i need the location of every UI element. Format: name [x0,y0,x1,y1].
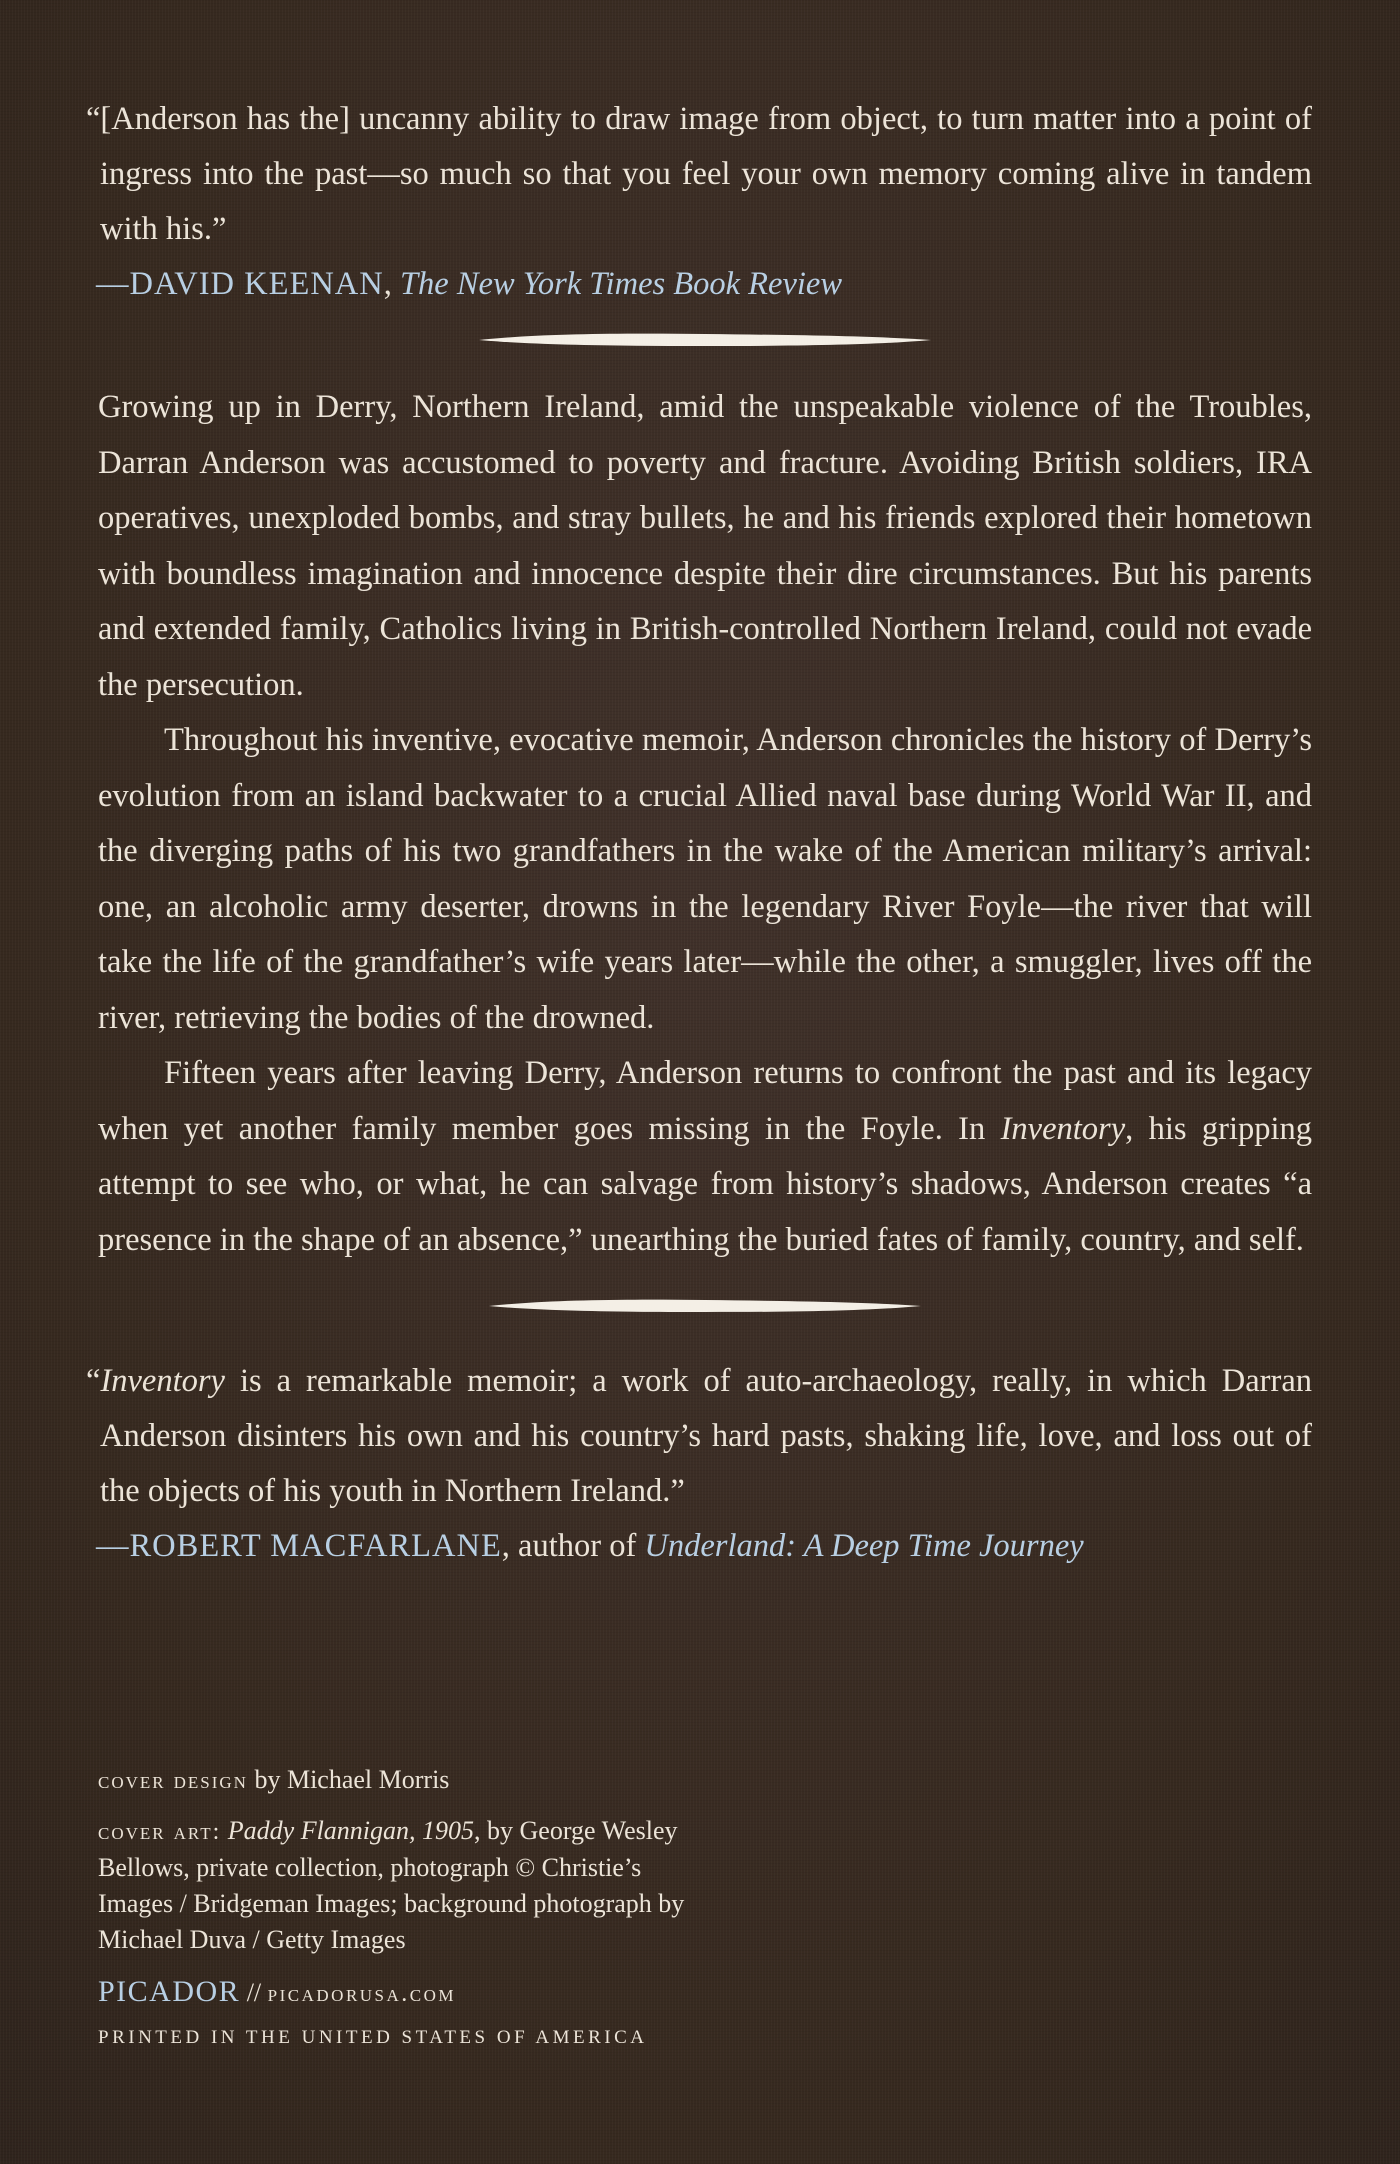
cover-design-label: cover design [98,1768,248,1794]
cover-art-details: , by George Wesley Bellows, private collection, photograph © Christie’s Images / Bridgeman Images; background photograph by Michael Duva / Getty Images [98,1816,685,1954]
macfarlane-attribution [96,1519,1312,1574]
p3-before: Fifteen years after leaving Derry, Anderson returns to confront the past and its legacy when yet another family member goes missing in the Foyle. In [98,1055,1312,1147]
attribution-name: DAVID KEENAN [129,266,384,302]
description-paragraph-2: Throughout his inventive, evocative memoir, Anderson chronicles the history of Derry’s evolution from an island backwater to a crucial Allied naval base during World War II, and the diverging paths of his two grandfathers in the wake of the American military’s arrival: one, an alcoholic army deserter, drowns in the legendary River Foyle—the river that will take the life of the grandfather’s wife years later—while the other, a smuggler, lives off the river, retrieving the bodies of the drowned. [98,722,1312,1036]
p3-after: , his gripping attempt to see who, or what, he can salvage from history’s shadows, Anderson creates “a presence in the shape of an absence,” unearthing the buried fates of family, country, and self. [98,1110,1312,1258]
back-cover-content [86,92,1312,1574]
publisher-separator: // [240,1978,268,2007]
publisher-line [98,1974,738,2012]
description-paragraph-3 [98,1046,1312,1268]
keenan-attribution [96,257,1312,312]
attribution-book: Underland: A Deep Time Journey [644,1528,1084,1564]
publisher-name: PICADOR [98,1975,241,2008]
quote2-body: is a remarkable memoir; a work of auto-archaeology, really, in which Darran Anderson disinters his own and his country’s hard pasts, shaking life, love, and loss out of the objects of his youth in Northern Ireland.” [100,1363,1312,1509]
printed-in-line: PRINTED IN THE UNITED STATES OF AMERICA [98,2027,648,2048]
description-paragraph-1: Growing up in Derry, Northern Ireland, amid the unspeakable violence of the Troubles, Darran Anderson was accustomed to poverty and fracture. Avoiding British soldiers, IRA operatives, unexploded bombs, and stray bullets, he and his friends explored their hometown with boundless imagination and innocence despite their dire circumstances. But his parents and extended family, Catholics living in British-controlled Northern Ireland, could not evade the persecution. [98,389,1312,703]
brush-divider-top [475,328,935,352]
book-description [98,380,1312,1268]
quote2-book-title: Inventory [100,1363,225,1399]
brush-divider-bottom [485,1294,925,1318]
attribution-author-of: , author of [501,1528,645,1564]
macfarlane-quote [86,1354,1312,1519]
cover-art-title: Paddy Flannigan, 1905 [227,1816,475,1845]
attribution-dash-2: — [96,1528,130,1564]
attribution-separator: , [383,266,400,302]
attribution-publication: The New York Times Book Review [399,266,843,302]
cover-design-credit [98,1762,738,1799]
quote2-open: “ [86,1363,101,1399]
attribution-dash: — [96,266,130,302]
attribution-name-2: ROBERT MACFARLANE [129,1528,502,1564]
cover-art-label: cover art: [98,1819,222,1845]
cover-design-name: by Michael Morris [247,1765,450,1794]
keenan-quote: “[Anderson has the] uncanny ability to draw image from object, to turn matter into a point of ingress into the past—so much so that you feel your own memory coming alive in tandem with his.” [86,101,1312,247]
p3-book-title: Inventory [1000,1110,1126,1147]
cover-credits [98,1762,738,2056]
cover-art-credit [98,1813,698,1958]
publisher-website[interactable]: picadorusa.com [267,1981,457,2007]
